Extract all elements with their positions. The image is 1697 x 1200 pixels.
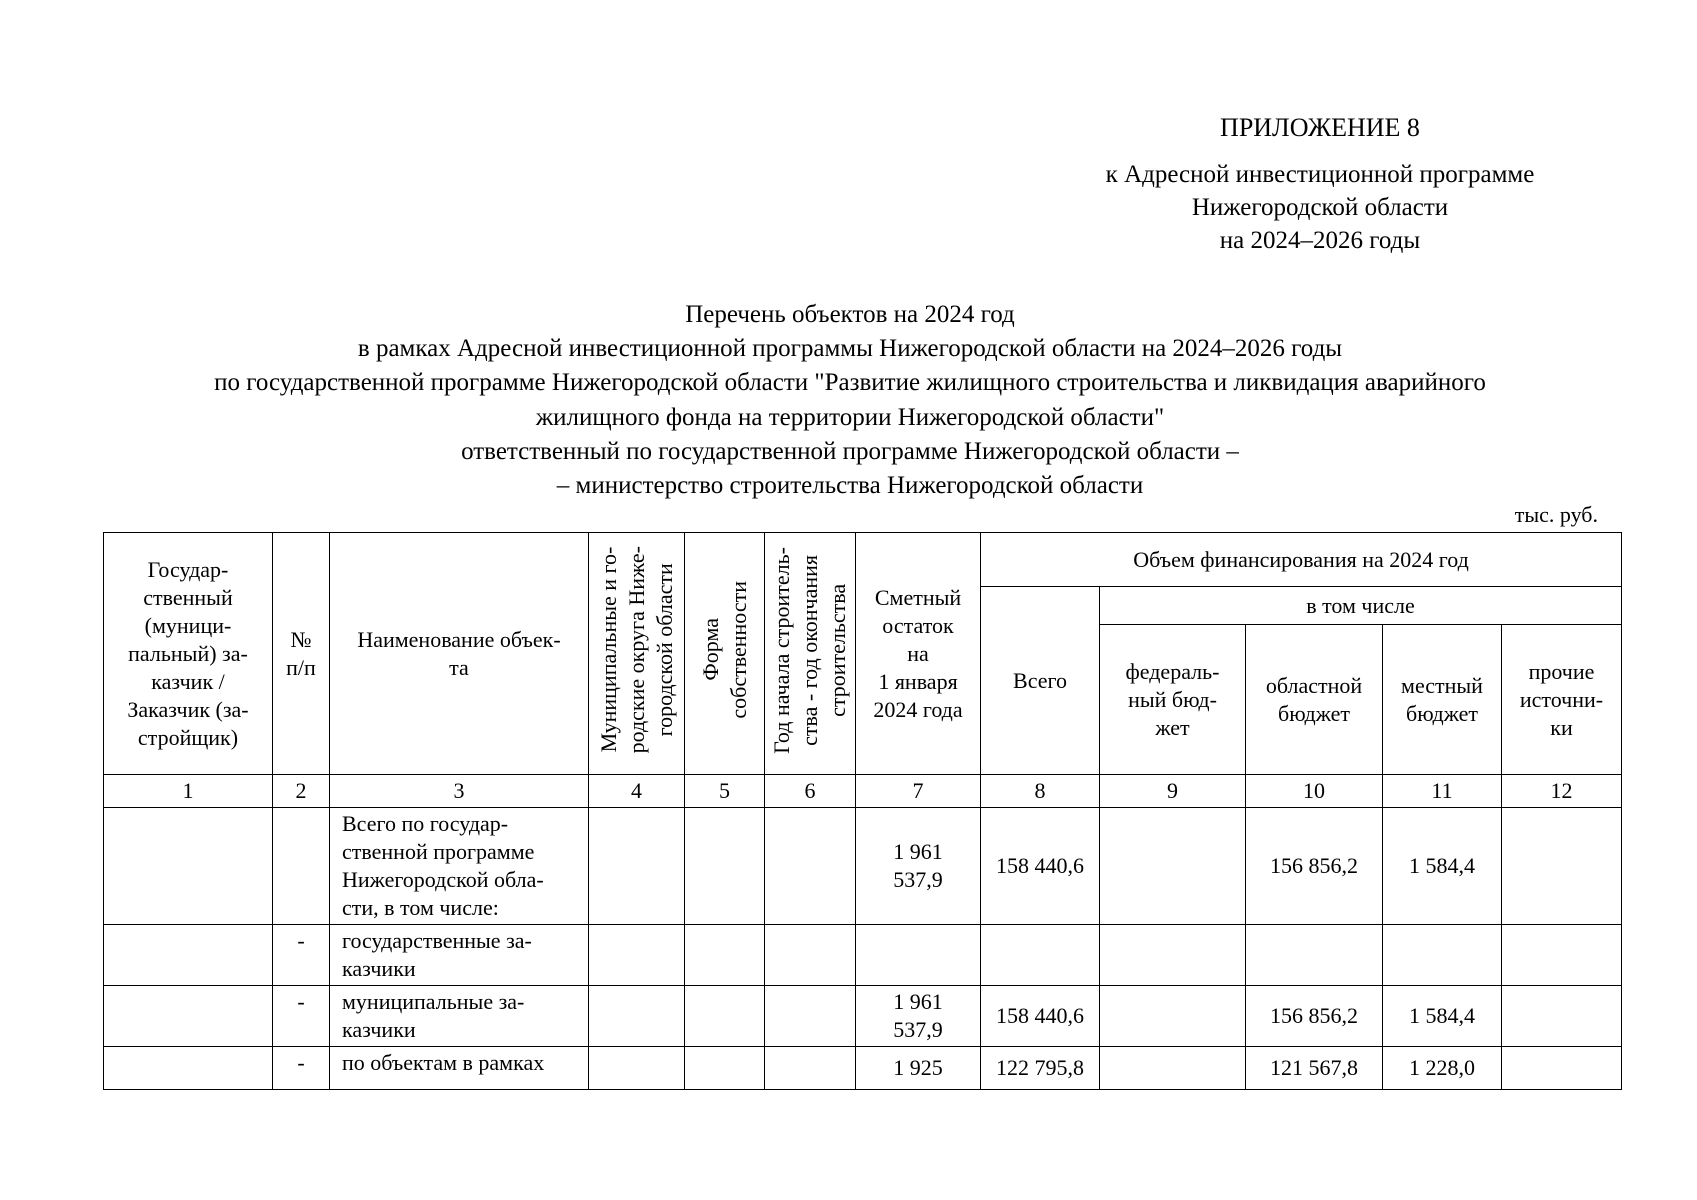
title-line: Перечень объектов на 2024 год — [685, 301, 1015, 328]
cell-balance: 1 961 537,9 — [856, 808, 981, 925]
cell-municipality — [589, 925, 685, 986]
cell-federal — [1100, 808, 1246, 925]
header-row — [104, 533, 1622, 587]
header-balance: Сметный остаток на 1 января 2024 года — [856, 533, 981, 775]
column-number: 12 — [1502, 775, 1622, 808]
header-object-name: Наименование объек- та — [330, 533, 589, 775]
cell-name: муниципальные за- казчики — [330, 986, 589, 1047]
appendix-title: ПРИЛОЖЕНИЕ 8 — [1220, 113, 1420, 142]
cell-name: государственные за- казчики — [330, 925, 589, 986]
cell-years — [765, 808, 856, 925]
header-customer: Государ- ственный (муници- пальный) за- казчик / Заказчик (за- стройщик) — [104, 533, 273, 775]
cell-customer — [104, 925, 273, 986]
appendix-subtitle — [1060, 158, 1580, 257]
document-title — [100, 298, 1600, 503]
cell-years — [765, 986, 856, 1047]
cell-years — [765, 925, 856, 986]
column-number: 4 — [589, 775, 685, 808]
cell-ownership — [685, 808, 765, 925]
column-number: 5 — [685, 775, 765, 808]
appendix-subtitle-line: на 2024–2026 годы — [1219, 227, 1421, 254]
appendix-subtitle-line: Нижегородской области — [1191, 194, 1449, 221]
column-number: 6 — [765, 775, 856, 808]
table-row — [104, 986, 1622, 1047]
cell-balance: 1 925 — [856, 1047, 981, 1090]
cell-other — [1502, 925, 1622, 986]
appendix-subtitle-line: к Адресной инвестиционной программе — [1105, 161, 1535, 188]
cell-federal — [1100, 986, 1246, 1047]
cell-regional: 156 856,2 — [1246, 986, 1383, 1047]
column-number-row — [104, 775, 1622, 808]
cell-local: 1 584,4 — [1383, 808, 1502, 925]
header-funding: Объем финансирования на 2024 год — [981, 533, 1622, 587]
column-number: 11 — [1383, 775, 1502, 808]
header-total: Всего — [981, 587, 1100, 775]
table-row — [104, 808, 1622, 925]
cell-local: 1 584,4 — [1383, 986, 1502, 1047]
title-line: ответственный по государственной программе Нижегородской области – — [461, 437, 1239, 465]
objects-table — [103, 532, 1622, 1090]
cell-regional — [1246, 925, 1383, 986]
cell-other — [1502, 808, 1622, 925]
cell-number: - — [273, 925, 330, 986]
cell-total: 158 440,6 — [981, 808, 1100, 925]
cell-years — [765, 1047, 856, 1090]
column-number: 9 — [1100, 775, 1246, 808]
cell-ownership — [685, 925, 765, 986]
cell-ownership — [685, 986, 765, 1047]
header-including: в том числе — [1100, 587, 1622, 625]
cell-local — [1383, 925, 1502, 986]
cell-total — [981, 925, 1100, 986]
header-years: Год начала строитель- ства - год окончания строительства — [769, 546, 850, 754]
table-row — [104, 925, 1622, 986]
header-ownership-cell — [685, 533, 765, 775]
cell-municipality — [589, 986, 685, 1047]
column-number: 10 — [1246, 775, 1383, 808]
title-line: – министерство строительства Нижегородской области — [556, 472, 1144, 500]
cell-balance — [856, 925, 981, 986]
header-municipality: Муниципальные и го- родские округа Ниже- городской области — [595, 546, 677, 754]
title-line: жилищного фонда на территории Нижегородской области" — [535, 403, 1165, 431]
cell-customer — [104, 808, 273, 925]
cell-municipality — [589, 1047, 685, 1090]
header-federal: федераль- ный бюд- жет — [1100, 625, 1246, 775]
header-other: прочие источни- ки — [1502, 625, 1622, 775]
units-label: тыс. руб. — [1514, 502, 1598, 527]
cell-federal — [1100, 925, 1246, 986]
column-number: 8 — [981, 775, 1100, 808]
cell-local: 1 228,0 — [1383, 1047, 1502, 1090]
cell-municipality — [589, 808, 685, 925]
cell-customer — [104, 1047, 273, 1090]
cell-balance: 1 961 537,9 — [856, 986, 981, 1047]
column-number: 1 — [104, 775, 273, 808]
column-number: 2 — [273, 775, 330, 808]
cell-other — [1502, 986, 1622, 1047]
cell-number: - — [273, 1047, 330, 1090]
header-ownership: Форма собственности — [697, 581, 751, 719]
header-number: № п/п — [273, 533, 330, 775]
cell-customer — [104, 986, 273, 1047]
cell-federal — [1100, 1047, 1246, 1090]
cell-ownership — [685, 1047, 765, 1090]
cell-name: Всего по государ- ственной программе Нижегородской обла- сти, в том числе: — [330, 808, 589, 925]
cell-total: 122 795,8 — [981, 1047, 1100, 1090]
cell-regional: 121 567,8 — [1246, 1047, 1383, 1090]
column-number: 3 — [330, 775, 589, 808]
column-number: 7 — [856, 775, 981, 808]
table-row — [104, 1047, 1622, 1090]
appendix-block — [1060, 112, 1580, 257]
cell-number: - — [273, 986, 330, 1047]
cell-total: 158 440,6 — [981, 986, 1100, 1047]
cell-other — [1502, 1047, 1622, 1090]
header-years-cell — [765, 533, 856, 775]
header-municipality-cell — [589, 533, 685, 775]
title-line: в рамках Адресной инвестиционной программы Нижегородской области на 2024–2026 годы — [357, 335, 1343, 363]
header-local: местный бюджет — [1383, 625, 1502, 775]
title-line: по государственной программе Нижегородской области "Развитие жилищного строительства и ликвидация аварийного — [214, 369, 1486, 397]
cell-regional: 156 856,2 — [1246, 808, 1383, 925]
cell-number — [273, 808, 330, 925]
cell-name: по объектам в рамках — [330, 1047, 589, 1090]
header-regional: областной бюджет — [1246, 625, 1383, 775]
